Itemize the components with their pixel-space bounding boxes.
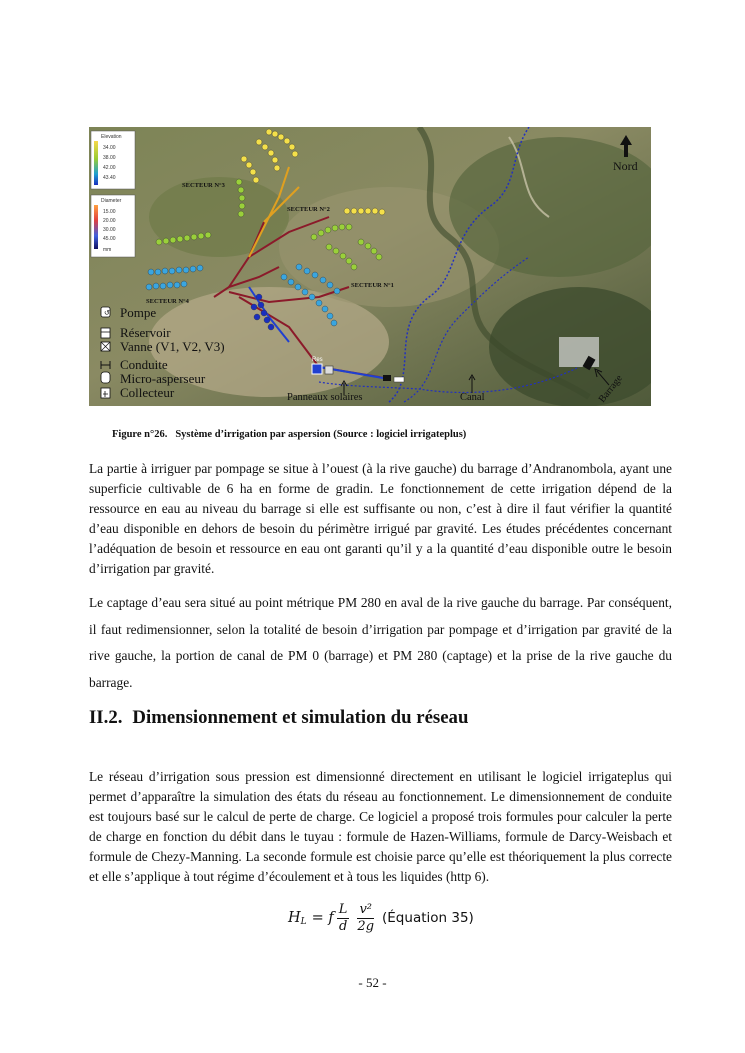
sector-3-label: SECTEUR N°3 [182, 182, 225, 189]
diameter-value: 20.00 [103, 218, 116, 224]
page-number: - 52 - [358, 975, 387, 990]
legend-vanne-label: Vanne (V1, V2, V3) [120, 339, 225, 354]
north-label: Nord [613, 159, 638, 173]
legend-conduite-label: Conduite [120, 357, 168, 372]
sector-4-label: SECTEUR N°4 [146, 298, 189, 305]
darcy-weisbach-equation [288, 895, 474, 941]
legend-collecteur-label: Collecteur [120, 385, 175, 400]
frac1-denominator: d [338, 918, 348, 934]
paragraph-pompage: La partie à irriguer par pompage se situe à l’ouest (à la rive gauche) du barrage d’Andranombola, ayant une superficie cultivable de 6 ha en forme de gradin. Le fonctionnement de cette irrigation dépend de la ressource en eau au niveau du barrage si elle est suffisante ou non, c’est à dire il faut vérifier la quantité d’eau disponible en dehors de besoin du périmètre irrigué par gravité. Les études précédentes concernant l’adéquation de besoin et ressource en eau ont garanti qu’il y a la quantité d’eau disponible outre le besoin d’irrigation par gravité. [89, 461, 672, 576]
collector-icon [101, 388, 110, 398]
solar-panels-label: Panneaux solaires [287, 392, 363, 403]
elevation-legend-title: Elevation [101, 134, 122, 140]
legend-reservoir-label: Réservoir [120, 325, 171, 340]
satellite-map [89, 127, 651, 406]
section-heading [89, 707, 468, 729]
frac2-denominator: 2g [357, 918, 375, 934]
diameter-value: 45.00 [103, 236, 116, 242]
section-title: Dimensionnement et simulation du réseau [132, 707, 469, 728]
equation-fraction-l-d [337, 902, 350, 935]
reservoir-icon [101, 328, 110, 338]
diameter-legend-title: Diameter [101, 198, 122, 204]
sprinkler-icon [101, 372, 110, 383]
elevation-value: 38.00 [103, 155, 116, 161]
legend-pompe-label: Pompe [120, 305, 157, 320]
section-number: II.2. [89, 707, 123, 728]
frac2-numerator: v² [359, 901, 372, 917]
diameter-value: 30.00 [103, 227, 116, 233]
canal-label: Canal [460, 392, 485, 403]
figure-caption-text: Système d’irrigation par aspersion (Source : logiciel irrigateplus) [175, 429, 467, 440]
equation-equals-f: = f [311, 910, 334, 926]
equation-lhs: H [288, 910, 301, 926]
legend-vanne [101, 339, 225, 354]
reservoir-map-label: Res [312, 357, 323, 363]
elevation-value: 42.00 [103, 165, 116, 171]
equation-fraction-v-2g [355, 902, 376, 935]
sector-2-label: SECTEUR N°2 [287, 206, 330, 213]
figure-caption [112, 429, 672, 440]
irrigation-map-figure [89, 127, 651, 406]
frac1-numerator: L [338, 901, 348, 917]
sector-1-label: SECTEUR N°1 [351, 282, 394, 289]
legend-micro-asperseur-label: Micro-asperseur [120, 371, 206, 386]
barrage-label: Barrage [596, 373, 625, 405]
diameter-unit: mm [103, 247, 112, 253]
equation-number: (Équation 35) [382, 910, 474, 926]
elevation-value: 34.00 [103, 145, 116, 151]
diameter-value: 15.00 [103, 209, 116, 215]
elevation-value: 43.40 [103, 175, 116, 181]
paragraph-captage: Le captage d’eau sera situé au point métrique PM 280 en aval de la rive gauche du barrage. Par conséquent, il faut redimensionner, selon la totalité de besoin d’irrigation par pompage et d’irrigation par gravité de la rive gauche, la portion de canal de PM 0 (barrage) et PM 280 (captage) et la prise de la rive gauche du barrage. [89, 595, 672, 691]
equation-lhs-sub: L [300, 917, 307, 927]
paragraph-reseau: Le réseau d’irrigation sous pression est dimensionné directement en utilisant le logiciel irrigateplus qui permet d’apparaître la simulation des états du réseau au fonctionnement. Le dimensionnement de conduite est toujours basé sur le calcul de perte de charge. Ce logiciel a proposé trois formules pour calculer la perte de charge en fonction du débit dans le tuyau : formule de Hazen-Williams, formule de Darcy-Weisbach et formule de Chezy-Manning. La seconde formule est choisie parce qu’elle est théoriquement la plus correcte et elle s’applique à tout régime d’écoulement et à tous les liquides (http 6). [89, 769, 672, 884]
pump-icon: ↺ [104, 309, 110, 317]
figure-caption-label: Figure n°26. [112, 429, 168, 440]
